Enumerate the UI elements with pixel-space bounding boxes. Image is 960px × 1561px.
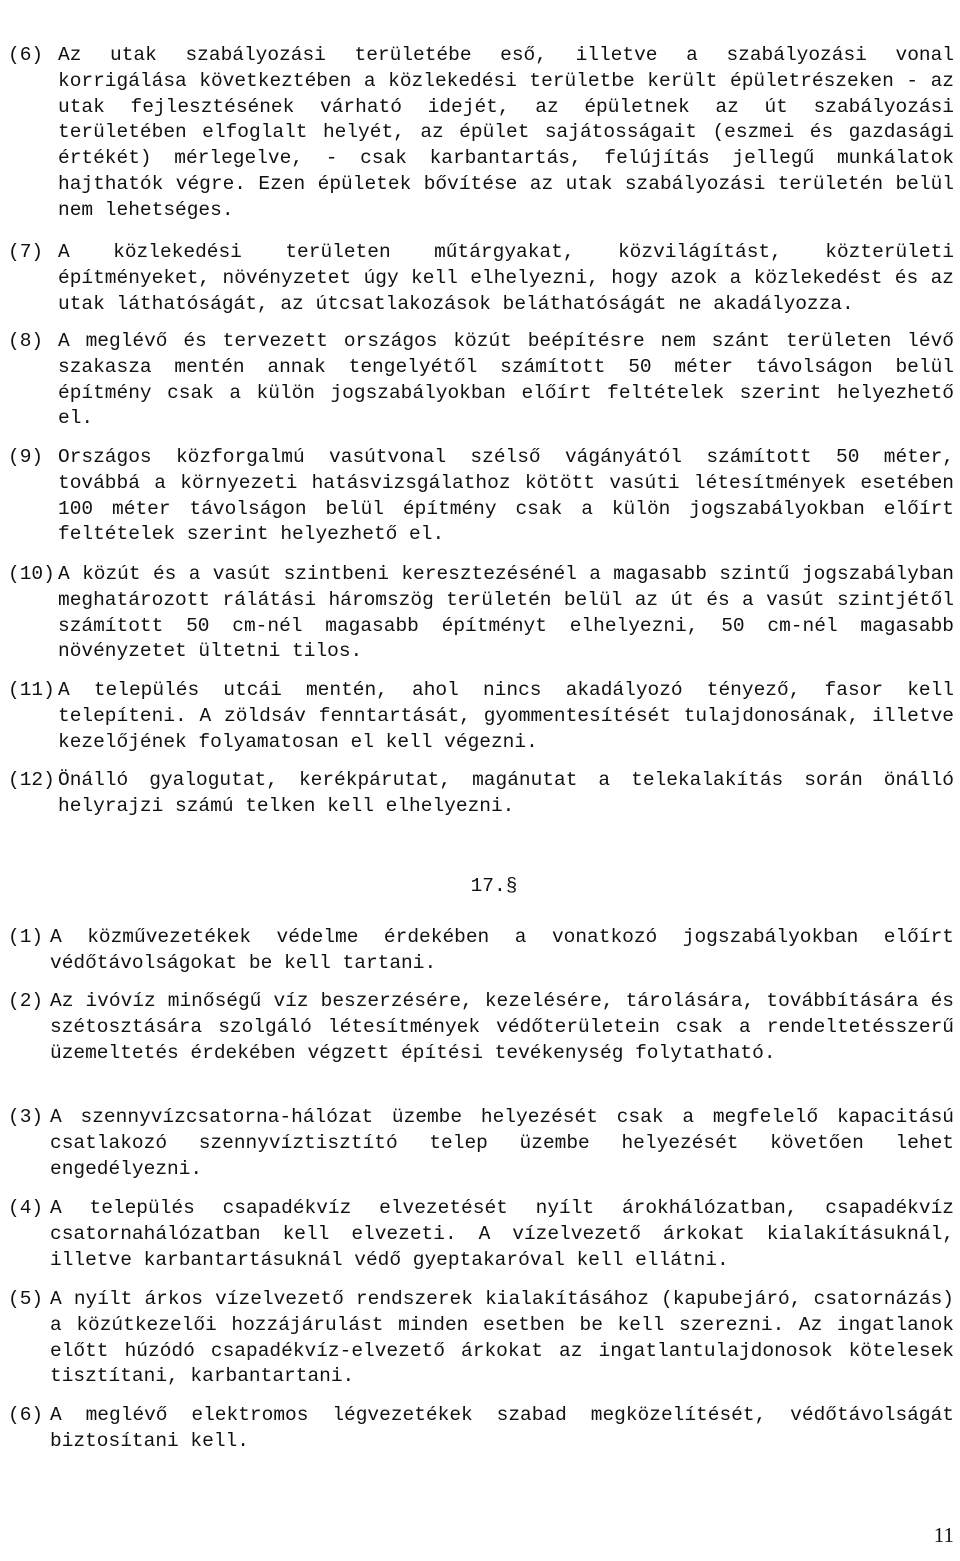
section-17-paragraph-3 [8,1105,954,1182]
paragraph-9 [8,445,954,548]
paragraph-number: (4) [8,1197,44,1219]
paragraph-text: A közművezetékek védelme érdekében a vonatkozó jogszabályokban előírt védőtávolságokat be kell tartani. [50,926,954,974]
page-number: 11 [933,1523,954,1547]
paragraph-number: (2) [8,990,44,1012]
paragraph-number: (11) [8,679,55,701]
paragraph-8 [8,329,954,432]
paragraph-text: A közút és a vasút szintbeni keresztezésénél a magasabb szintű jogszabályban meghatározott rálátási háromszög területén belül az út és a vasút szintjétől számított 50 cm-nél magasabb építményt elhelyezni, 50 cm-nél magasabb növényzetet ültetni tilos. [58,563,954,663]
paragraph-number: (6) [8,1404,44,1426]
paragraph-text: A közlekedési területen műtárgyakat, közvilágítást, közterületi építményeket, növényzetet úgy kell elhelyezni, hogy azok a közlekedést és az utak láthatóságát, az útcsatlakozások beláthatóságát ne akadályozza. [58,241,954,315]
paragraph-text: A nyílt árkos vízelvezető rendszerek kialakításához (kapubejáró, csatornázás) a közútkezelői hozzájárulást minden esetben be kell szerezni. Az ingatlanok előtt húzódó csapadékvíz-elvezető árkokat az ingatlantulajdonosok kötelesek tisztítani, karbantartani. [50,1288,954,1388]
section-title: 17.§ [470,875,518,897]
paragraph-text: Országos közforgalmú vasútvonal szélső vágányától számított 50 méter, továbbá a környezeti hatásvizsgálathoz kötött vasúti létesítmények esetében 100 méter távolságon belül építmény csak a külön jogszabályokban előírt feltételek szerint helyezhető el. [58,446,954,546]
section-17-paragraph-1 [8,925,954,977]
paragraph-number: (6) [8,44,44,66]
paragraph-7 [8,240,954,317]
section-17-paragraph-5 [8,1287,954,1390]
paragraph-text: Önálló gyalogutat, kerékpárutat, magánutat a telekalakítás során önálló helyrajzi számú telken kell elhelyezni. [58,769,954,817]
section-17-paragraph-6 [8,1403,954,1455]
section-17-paragraph-4 [8,1196,954,1273]
paragraph-12 [8,768,954,820]
paragraph-10 [8,562,954,665]
paragraph-text: A meglévő és tervezett országos közút beépítésre nem szánt területen lévő szakasza mentén annak tengelyétől számított 50 méter távolságon belül építmény csak a külön jogszabályokban előírt feltételek szerint helyezhető el. [58,330,954,430]
paragraph-number: (12) [8,769,55,791]
paragraph-number: (5) [8,1288,44,1310]
section-17-paragraph-2 [8,989,954,1066]
paragraph-number: (10) [8,563,55,585]
paragraph-text: Az utak szabályozási területébe eső, illetve a szabályozási vonal korrigálása következtében a közlekedési területbe került épületrészeken - az utak fejlesztésének várható idejét, az épületnek az út szabályozási területében elfoglalt helyét, az épület sajátosságait (eszmei és gazdasági értékét) mérlegelve, - csak karbantartás, felújítás jellegű munkálatok hajthatók végre. Ezen épületek bővítése az utak szabályozási területén belül nem lehetséges. [58,44,954,221]
paragraph-text: A szennyvízcsatorna-hálózat üzembe helyezését csak a megfelelő kapacitású csatlakozó szennyvíztisztító telep üzembe helyezését követően lehet engedélyezni. [50,1106,954,1180]
paragraph-number: (3) [8,1106,44,1128]
paragraph-number: (9) [8,446,44,468]
paragraph-text: A meglévő elektromos légvezetékek szabad megközelítését, védőtávolságát biztosítani kell. [50,1404,954,1452]
paragraph-text: Az ivóvíz minőségű víz beszerzésére, kezelésére, tárolására, továbbítására és szétosztására szolgáló létesítmények védőterületein csak a rendeltetésszerű üzemeltetés érdekében végzett építési tevékenység folytatható. [50,990,954,1064]
paragraph-6 [8,43,954,224]
paragraph-number: (1) [8,926,44,948]
paragraph-text: A település csapadékvíz elvezetését nyílt árokhálózatban, csapadékvíz csatornahálózatban kell elvezeti. A vízelvezető árkokat kialakításuknál, illetve karbantartásuknál védő gyeptakaróval kell ellátni. [50,1197,954,1271]
paragraph-text: A település utcái mentén, ahol nincs akadályozó tényező, fasor kell telepíteni. A zöldsáv fenntartását, gyommentesítését tulajdonosának, illetve kezelőjének folyamatosan el kell végezni. [58,679,954,753]
paragraph-11 [8,678,954,755]
paragraph-number: (7) [8,241,44,263]
paragraph-number: (8) [8,330,44,352]
